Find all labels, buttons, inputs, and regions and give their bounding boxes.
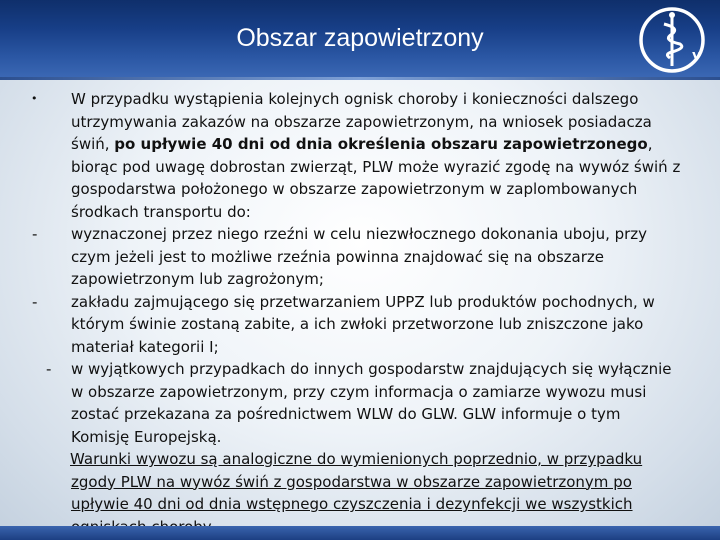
slide-title: Obszar zapowietrzony [236, 24, 484, 52]
title-bar [0, 0, 720, 80]
slide-body [0, 88, 720, 538]
list-item [0, 291, 683, 359]
list-item-text: zakładu zajmującego się przetwarzaniem UPPZ lub produktów pochodnych, w którym świnie zostaną zabite, a ich zwłoki przetworzone lub zniszczone jako materiał kategorii I; [71, 292, 655, 356]
bottom-bar [0, 526, 720, 540]
dash-marker: - [32, 225, 38, 243]
svg-text:v: v [692, 48, 702, 64]
list-item [0, 223, 683, 291]
veterinary-inspection-logo-icon [634, 4, 710, 76]
list-item-text: wyznaczonej przez niego rzeźni w celu niezwłocznego dokonania uboju, przy czym jeżeli jest to możliwe rzeźnia powinna znajdować się na obszarze zapowietrzonym lub zagrożonym; [71, 225, 648, 288]
list-item-text: w wyjątkowych przypadkach do innych gospodarstw znajdujących się wyłącznie w obszarze zapowietrzonym, przy czym informacja o zamiarze wywozu musi zostać przekazana za pośrednictwem WLW do GLW. GLW informuje o tym Komisję Europejską. [71, 360, 672, 446]
list-item [0, 358, 683, 448]
dash-marker: - [32, 292, 38, 311]
intro-bold-text: po upływie 40 dni od dnia określenia obszaru zapowietrzonego [114, 135, 648, 153]
intro-text: W przypadku wystąpienia kolejnych ognisk choroby i konieczności dalszego utrzymywania zakazów na obszarze zapowietrzonym, na wniosek posiadacza świń, [71, 90, 652, 153]
intro-bullet [0, 88, 683, 223]
bullet-marker: • [31, 92, 38, 105]
dash-marker: - [46, 360, 52, 378]
closing-paragraph: Warunki wywozu są analogiczne do wymienionych poprzednio, w przypadku zgody PLW na wywóz świń z gospodarstwa w obszarze zapowietrzonym po upływie 40 dni od dnia wstępnego czyszczenia i dezynfekcji we wszystkich [70, 450, 643, 513]
intro-text-end: , biorąc pod uwagę dobrostan zwierząt, PLW może wyrazić zgodę na wywóz świń z gospodarstwa położonego w obszarze zapowietrzonym w zaplombowanych środkach transportu do: [71, 135, 681, 221]
